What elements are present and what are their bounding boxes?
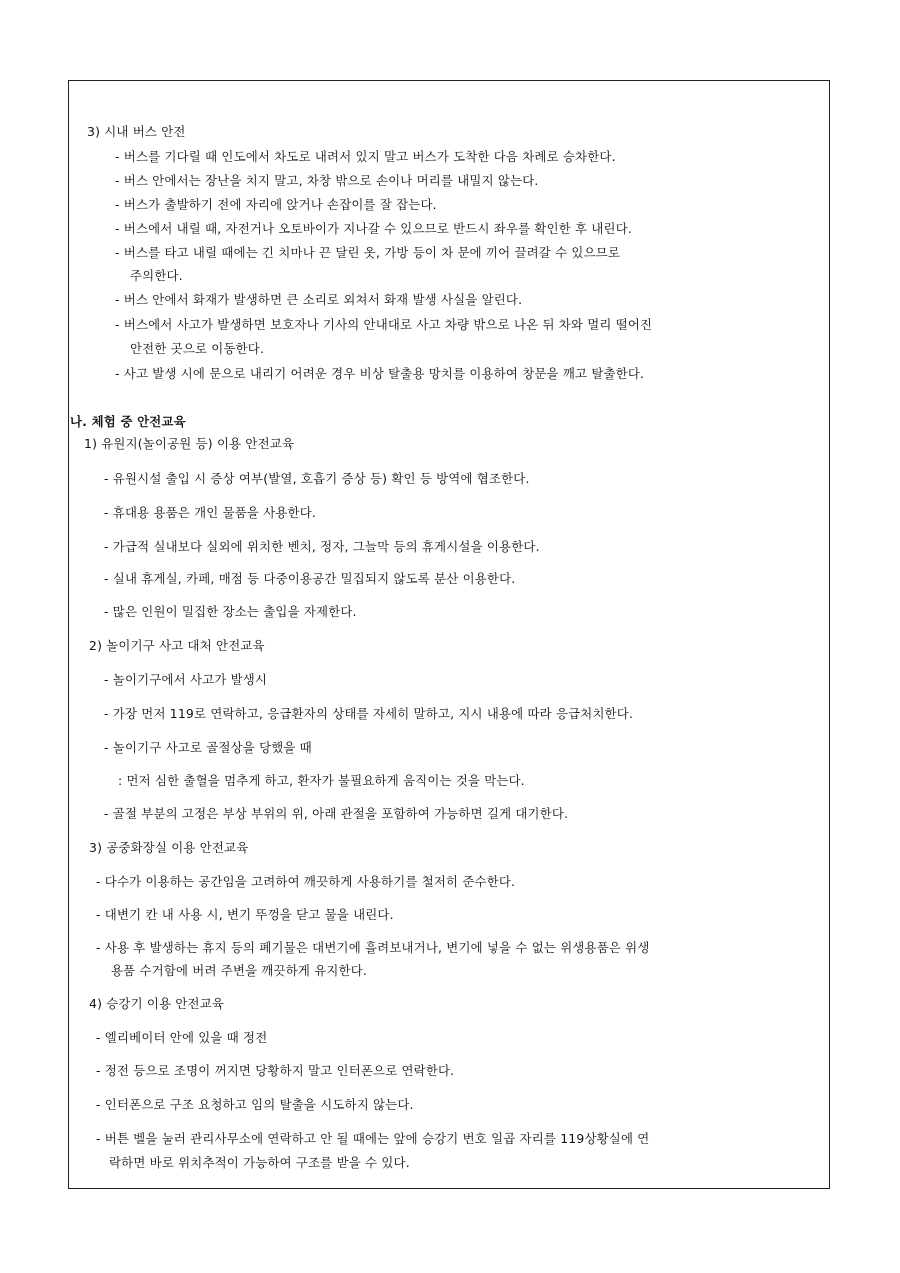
bus-item-1: - 버스를 기다릴 때 인도에서 차도로 내려서 있지 말고 버스가 도착한 다음 차례로 승차한다.: [115, 149, 616, 164]
rides-item-1: - 놀이기구에서 사고가 발생시: [104, 672, 268, 687]
rides-item-4: - 골절 부분의 고정은 부상 부위의 위, 아래 관절을 포함하여 가능하면 길게 대기한다.: [104, 806, 569, 821]
amusement-item-2: - 휴대용 용품은 개인 물품을 사용한다.: [104, 505, 317, 520]
elevator-item-3: - 인터폰으로 구조 요청하고 임의 탈출을 시도하지 않는다.: [96, 1097, 414, 1112]
bus-item-4: - 버스에서 내릴 때, 자전거나 오토바이가 지나갈 수 있으므로 반드시 좌우를 확인한 후 내린다.: [115, 221, 633, 236]
rides-item-3: - 놀이기구 사고로 골절상을 당했을 때: [104, 740, 312, 755]
amusement-item-1: - 유원시설 출입 시 증상 여부(발열, 호흡기 증상 등) 확인 등 방역에 협조한다.: [104, 471, 530, 486]
rides-item-3-detail: : 먼저 심한 출혈을 멈추게 하고, 환자가 불필요하게 움직이는 것을 막는다.: [118, 773, 525, 788]
bus-heading: 3) 시내 버스 안전: [87, 124, 186, 139]
bus-item-6: - 버스 안에서 화재가 발생하면 큰 소리로 외쳐서 화재 발생 사실을 알린다.: [115, 292, 523, 307]
restroom-item-3-cont: 용품 수거함에 버려 주변을 깨끗하게 유지한다.: [111, 963, 368, 978]
elevator-item-2: - 정전 등으로 조명이 꺼지면 당황하지 말고 인터폰으로 연락한다.: [96, 1063, 455, 1078]
bus-item-3: - 버스가 출발하기 전에 자리에 앉거나 손잡이를 잘 잡는다.: [115, 197, 437, 212]
elevator-item-4-cont: 락하면 바로 위치추적이 가능하여 구조를 받을 수 있다.: [109, 1155, 410, 1170]
restroom-item-2: - 대변기 칸 내 사용 시, 변기 뚜껑을 닫고 물을 내린다.: [96, 907, 394, 922]
restroom-item-1: - 다수가 이용하는 공간임을 고려하여 깨끗하게 사용하기를 철저히 준수한다.: [96, 874, 516, 889]
bus-item-7: - 버스에서 사고가 발생하면 보호자나 기사의 안내대로 사고 차량 밖으로 나온 뒤 차와 멀리 떨어진: [115, 317, 653, 332]
amusement-heading: 1) 유원지(놀이공원 등) 이용 안전교육: [84, 436, 295, 451]
elevator-item-4: - 버튼 벨을 눌러 관리사무소에 연락하고 안 될 때에는 앞에 승강기 번호 일곱 자리를 119상황실에 연: [96, 1131, 650, 1146]
amusement-item-4: - 실내 휴게실, 카페, 매점 등 다중이용공간 밀집되지 않도록 분산 이용한다.: [104, 571, 516, 586]
restroom-item-3: - 사용 후 발생하는 휴지 등의 폐기물은 대변기에 흘려보내거나, 변기에 넣을 수 없는 위생용품은 위생: [96, 940, 650, 955]
amusement-item-5: - 많은 인원이 밀집한 장소는 출입을 자제한다.: [104, 604, 357, 619]
bus-item-2: - 버스 안에서는 장난을 치지 말고, 차창 밖으로 손이나 머리를 내밀지 않는다.: [115, 173, 539, 188]
rides-item-2: - 가장 먼저 119로 연락하고, 응급환자의 상태를 자세히 말하고, 지시 내용에 따라 응급처치한다.: [104, 706, 634, 721]
bus-item-5-cont: 주의한다.: [130, 268, 183, 283]
section-title: 나. 체험 중 안전교육: [70, 414, 186, 429]
amusement-item-3: - 가급적 실내보다 실외에 위치한 벤치, 정자, 그늘막 등의 휴게시설을 이용한다.: [104, 539, 540, 554]
bus-item-8: - 사고 발생 시에 문으로 내리기 어려운 경우 비상 탈출용 망치를 이용하여 창문을 깨고 탈출한다.: [115, 366, 645, 381]
restroom-heading: 3) 공중화장실 이용 안전교육: [89, 840, 249, 855]
bus-item-7-cont: 안전한 곳으로 이동한다.: [130, 341, 265, 356]
elevator-heading: 4) 승강기 이용 안전교육: [89, 996, 225, 1011]
bus-item-5: - 버스를 타고 내릴 때에는 긴 치마나 끈 달린 옷, 가방 등이 차 문에 끼어 끌려갈 수 있으므로: [115, 245, 621, 260]
rides-heading: 2) 놀이기구 사고 대처 안전교육: [89, 638, 265, 653]
elevator-item-1: - 엘리베이터 안에 있을 때 정전: [96, 1030, 268, 1045]
